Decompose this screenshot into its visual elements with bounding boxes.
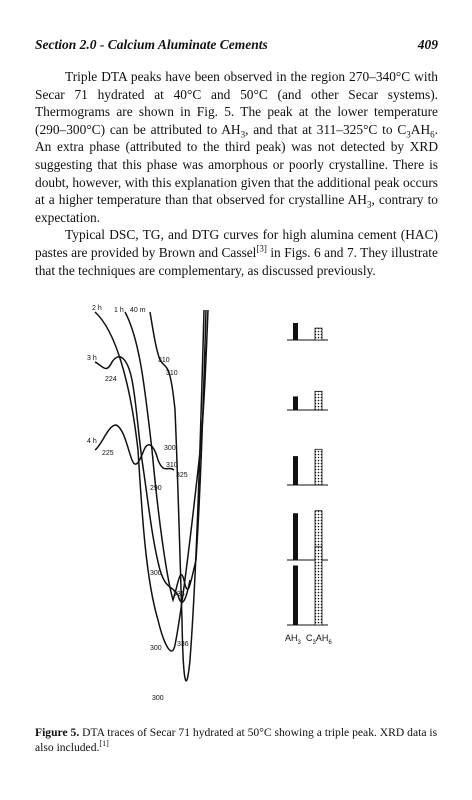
peak-label: 290	[150, 485, 162, 492]
text-run: AH	[410, 121, 431, 137]
peak-label: 300	[150, 645, 162, 652]
dta-trace-1h	[125, 310, 206, 600]
xrd-panel	[287, 323, 328, 340]
label-sub: 3	[297, 640, 301, 646]
xrd-panel	[287, 391, 328, 410]
text-run: Triple DTA peaks have been observed in the region 270–340°C with Secar 71 hydrated at 40°C and 50°C (and other Secar systems). Thermograms are shown in Fig. 5. The peak at the lower temperature (290–300°C) can be attributed to AH	[35, 69, 438, 137]
xrd-panel	[287, 449, 328, 485]
peak-label: 336	[177, 641, 189, 648]
trace-labels	[87, 305, 146, 445]
xrd-bar-c3ah6	[315, 449, 322, 485]
peak-label: 335	[173, 591, 185, 598]
xrd-labels	[285, 633, 332, 646]
dta-trace-4h	[95, 425, 174, 470]
running-header	[35, 37, 438, 53]
page-number: 409	[417, 37, 438, 52]
label-text: AH	[315, 633, 329, 643]
body-text	[35, 68, 438, 279]
peak-label: 300	[152, 695, 164, 702]
subscript: 3	[366, 199, 372, 210]
trace-label: 2 h	[92, 305, 102, 312]
peak-label: 300	[164, 445, 176, 452]
text-run: . An extra phase (attributed to the third peak) was not detected by XRD suggesting that this phase was amorphous or poorly crystalline. There is doubt, however, with this explanation given that the additional peak occurs at a higher temperature than that observed for crystalline AH	[35, 121, 438, 208]
xrd-bar-chart	[287, 323, 328, 625]
subscript: 6	[430, 129, 435, 140]
text-run: , and that at 311–325°C to C	[245, 121, 407, 137]
xrd-bar-ah3	[293, 513, 298, 560]
subscript: 3	[406, 129, 411, 140]
paragraph-1	[35, 68, 438, 226]
section-title: Section 2.0 - Calcium Aluminate Cements	[35, 37, 268, 52]
peak-label: 224	[105, 376, 117, 383]
label-text: AH	[285, 633, 298, 643]
label-text: C	[306, 633, 313, 643]
text-run: in Figs. 6 and 7. They illustrate that the techniques are complementary, as discussed previously.	[35, 244, 438, 278]
trace-label: 40 m	[130, 307, 146, 314]
caption-text: DTA traces of Secar 71 hydrated at 50°C showing a triple peak. XRD data is also included.	[35, 726, 438, 754]
xrd-bar-ah3	[293, 396, 298, 410]
figure-caption	[35, 725, 438, 755]
xrd-bar-c3ah6	[315, 391, 322, 410]
paragraph-2	[35, 226, 438, 279]
xrd-bar-c3ah6	[315, 547, 322, 625]
label-sub: 6	[328, 640, 332, 646]
peak-labels	[102, 357, 189, 702]
xrd-bar-ah3	[293, 566, 298, 626]
label-sub: 3	[312, 640, 316, 646]
trace-label: 3 h	[87, 355, 97, 362]
peak-label: 310	[166, 462, 178, 469]
citation: [3]	[256, 243, 267, 254]
peak-label: 300	[150, 570, 162, 577]
caption-label: Figure 5.	[35, 726, 80, 739]
subscript: 3	[240, 129, 246, 140]
xrd-label-ah3	[285, 633, 302, 646]
figure-5	[80, 300, 380, 710]
text-run: , contrary to expectation.	[35, 192, 438, 225]
xrd-bar-ah3	[293, 456, 298, 485]
trace-label: 4 h	[87, 438, 97, 445]
trace-label: 1 h	[114, 307, 124, 314]
xrd-label-c3ah6	[306, 633, 332, 646]
xrd-bar-c3ah6	[315, 328, 322, 340]
xrd-bar-ah3	[293, 323, 298, 340]
dta-trace-3h	[95, 357, 190, 602]
peak-label: 310	[166, 370, 178, 377]
caption-citation: [1]	[99, 739, 109, 749]
text-run: Typical DSC, TG, and DTG curves for high alumina cement (HAC) pastes are provided by Brown and Cassel	[35, 227, 438, 260]
dta-traces	[95, 310, 208, 681]
peak-label: 325	[176, 472, 188, 479]
peak-label: 225	[102, 450, 114, 457]
peak-label: 310	[158, 357, 170, 364]
dta-trace-40m	[150, 310, 204, 681]
